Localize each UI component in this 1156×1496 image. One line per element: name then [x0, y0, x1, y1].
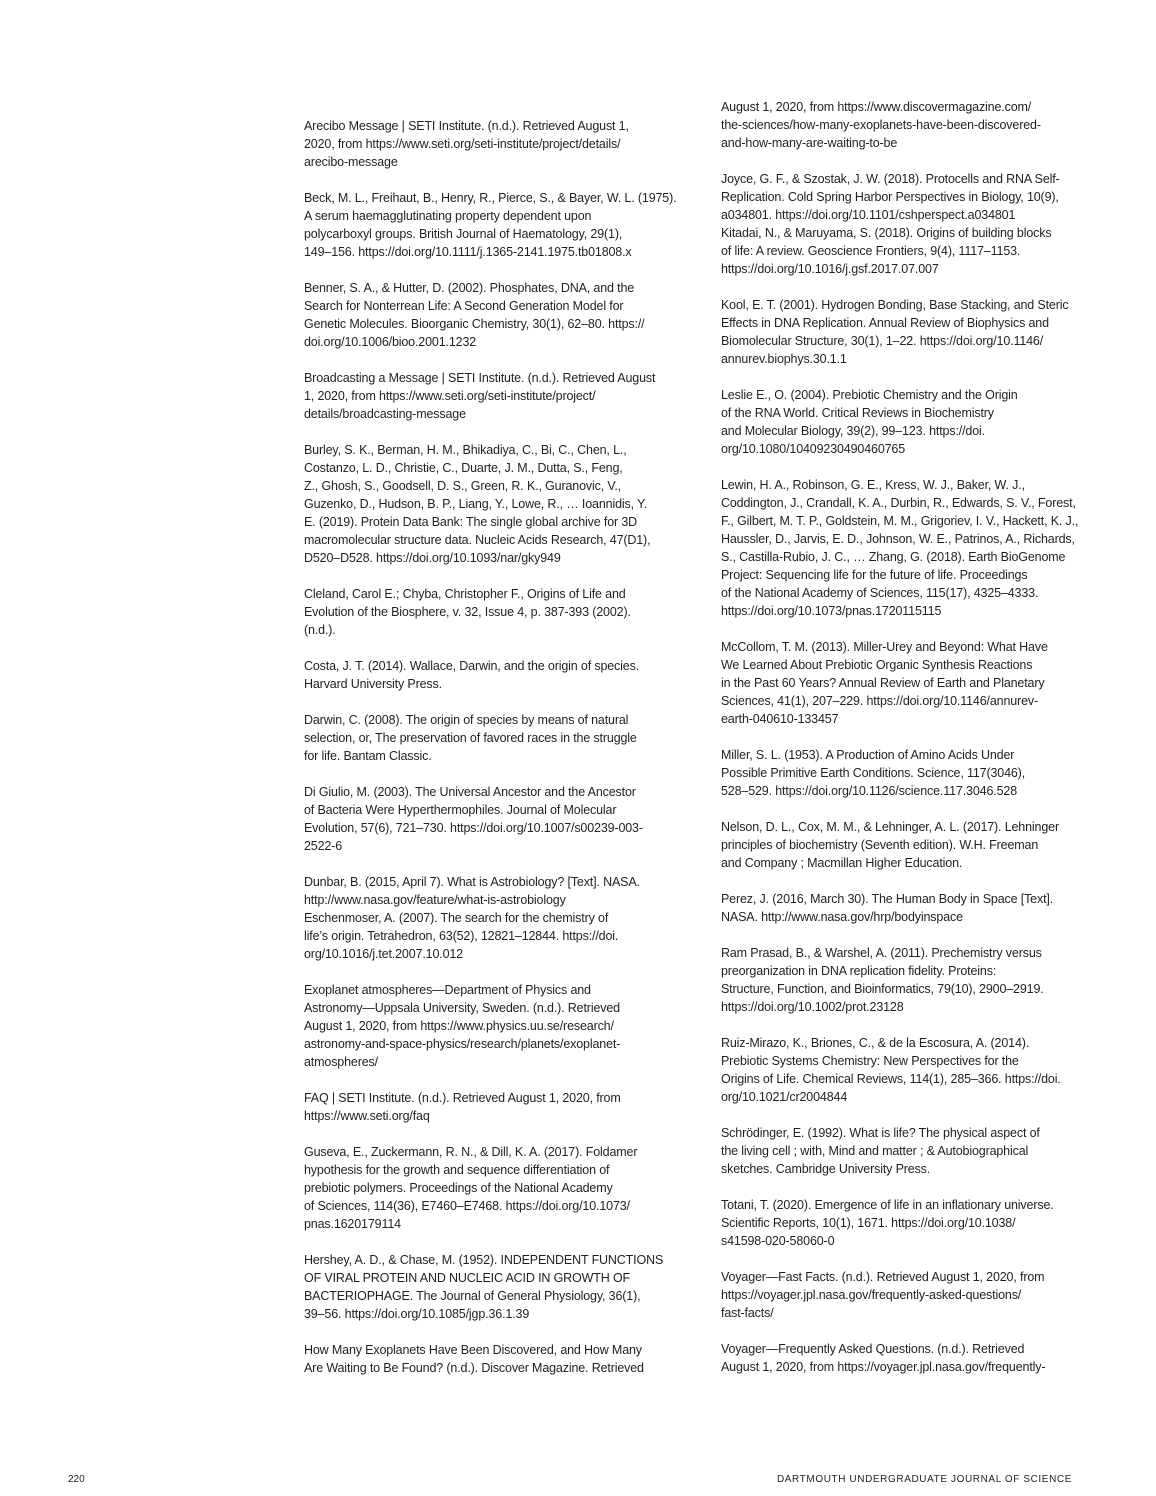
reference-line: Costa, J. T. (2014). Wallace, Darwin, and the origin of species.: [304, 659, 640, 673]
reference-entry: [304, 441, 676, 567]
reference-line: Guzenko, D., Hudson, B. P., Liang, Y., Lowe, R., … Ioannidis, Y.: [304, 497, 647, 511]
reference-entry: [721, 386, 1093, 458]
reference-line: Sciences, 41(1), 207–229. https://doi.org/10.1146/annurev-: [721, 694, 1038, 708]
reference-line: E. (2019). Protein Data Bank: The single global archive for 3D: [304, 515, 638, 529]
reference-line: Totani, T. (2020). Emergence of life in an inflationary universe.: [721, 1198, 1054, 1212]
reference-line: Astronomy—Uppsala University, Sweden. (n.d.). Retrieved: [304, 1001, 620, 1015]
reference-line: Arecibo Message | SETI Institute. (n.d.). Retrieved August 1,: [304, 119, 629, 133]
reference-entry: [304, 873, 676, 963]
reference-line: Broadcasting a Message | SETI Institute. (n.d.). Retrieved August: [304, 371, 656, 385]
reference-line: http://www.nasa.gov/feature/what-is-astrobiology: [304, 893, 566, 907]
reference-entry: [721, 1124, 1093, 1178]
reference-entry: [304, 279, 676, 351]
reference-line: macromolecular structure data. Nucleic Acids Research, 47(D1),: [304, 533, 651, 547]
reference-line: preorganization in DNA replication fidelity. Proteins:: [721, 964, 997, 978]
reference-line: doi.org/10.1006/bioo.2001.1232: [304, 335, 477, 349]
reference-line: Perez, J. (2016, March 30). The Human Body in Space [Text].: [721, 892, 1054, 906]
reference-line: s41598-020-58060-0: [721, 1234, 835, 1248]
reference-line: life’s origin. Tetrahedron, 63(52), 12821–12844. https://doi.: [304, 929, 619, 943]
reference-line: McCollom, T. M. (2013). Miller-Urey and Beyond: What Have: [721, 640, 1048, 654]
reference-entry: [304, 1089, 676, 1125]
reference-line: S., Castilla-Rubio, J. C., … Zhang, G. (2018). Earth BioGenome: [721, 550, 1066, 564]
reference-line: Hershey, A. D., & Chase, M. (1952). INDEPENDENT FUNCTIONS: [304, 1253, 664, 1267]
reference-line: 2020, from https://www.seti.org/seti-institute/project/details/: [304, 137, 621, 151]
reference-line: Are Waiting to Be Found? (n.d.). Discover Magazine. Retrieved: [304, 1361, 644, 1375]
reference-line: Effects in DNA Replication. Annual Review of Biophysics and: [721, 316, 1049, 330]
reference-entry: [721, 818, 1093, 872]
left-reference-column: [304, 117, 676, 1395]
reference-line: Joyce, G. F., & Szostak, J. W. (2018). Protocells and RNA Self-: [721, 172, 1060, 186]
reference-line: polycarboxyl groups. British Journal of Haematology, 29(1),: [304, 227, 623, 241]
reference-line: D520–D528. https://doi.org/10.1093/nar/gky949: [304, 551, 561, 565]
reference-entry: [304, 189, 676, 261]
reference-entry: [721, 1340, 1093, 1376]
reference-line: hypothesis for the growth and sequence differentiation of: [304, 1163, 610, 1177]
reference-line: 39–56. https://doi.org/10.1085/jgp.36.1.39: [304, 1307, 530, 1321]
reference-entry: [721, 296, 1093, 368]
reference-line: Prebiotic Systems Chemistry: New Perspectives for the: [721, 1054, 1019, 1068]
reference-entry: [721, 638, 1093, 728]
reference-line: principles of biochemistry (Seventh edition). W.H. Freeman: [721, 838, 1039, 852]
reference-line: earth-040610-133457: [721, 712, 839, 726]
reference-line: Dunbar, B. (2015, April 7). What is Astrobiology? [Text]. NASA.: [304, 875, 640, 889]
reference-line: annurev.biophys.30.1.1: [721, 352, 847, 366]
reference-line: Voyager—Frequently Asked Questions. (n.d.). Retrieved: [721, 1342, 1025, 1356]
reference-entry: [721, 944, 1093, 1016]
reference-entry: [721, 476, 1093, 620]
reference-line: of life: A review. Geoscience Frontiers, 9(4), 1117–1153.: [721, 244, 1021, 258]
reference-line: org/10.1016/j.tet.2007.10.012: [304, 947, 463, 961]
reference-line: https://voyager.jpl.nasa.gov/frequently-asked-questions/: [721, 1288, 1022, 1302]
reference-line: Origins of Life. Chemical Reviews, 114(1), 285–366. https://doi.: [721, 1072, 1061, 1086]
reference-line: August 1, 2020, from https://www.discovermagazine.com/: [721, 100, 1032, 114]
reference-line: Schrödinger, E. (1992). What is life? The physical aspect of: [721, 1126, 1040, 1140]
reference-line: Ram Prasad, B., & Warshel, A. (2011). Prechemistry versus: [721, 946, 1042, 960]
journal-name: DARTMOUTH UNDERGRADUATE JOURNAL OF SCIENCE: [776, 1474, 1072, 1485]
reference-entry: [721, 98, 1093, 152]
reference-entry: [721, 170, 1093, 278]
reference-line: fast-facts/: [721, 1306, 774, 1320]
reference-line: Leslie E., O. (2004). Prebiotic Chemistry and the Origin: [721, 388, 1018, 402]
reference-entry: [304, 981, 676, 1071]
reference-line: Search for Nonterrean Life: A Second Generation Model for: [304, 299, 624, 313]
reference-line: of the RNA World. Critical Reviews in Biochemistry: [721, 406, 994, 420]
reference-line: F., Gilbert, M. T. P., Goldstein, M. M., Grigoriev, I. V., Hackett, K. J.,: [721, 514, 1079, 528]
reference-line: Possible Primitive Earth Conditions. Science, 117(3046),: [721, 766, 1026, 780]
reference-entry: [304, 1143, 676, 1233]
reference-line: details/broadcasting-message: [304, 407, 466, 421]
reference-line: NASA. http://www.nasa.gov/hrp/bodyinspace: [721, 910, 963, 924]
reference-line: How Many Exoplanets Have Been Discovered, and How Many: [304, 1343, 642, 1357]
reference-line: We Learned About Prebiotic Organic Synthesis Reactions: [721, 658, 1033, 672]
reference-line: org/10.1021/cr2004844: [721, 1090, 848, 1104]
reference-line: and Company ; Macmillan Higher Education.: [721, 856, 963, 870]
reference-line: Exoplanet atmospheres—Department of Physics and: [304, 983, 591, 997]
reference-entry: [304, 369, 676, 423]
reference-line: Burley, S. K., Berman, H. M., Bhikadiya, C., Bi, C., Chen, L.,: [304, 443, 627, 457]
reference-line: A serum haemagglutinating property dependent upon: [304, 209, 592, 223]
reference-line: a034801. https://doi.org/10.1101/cshperspect.a034801: [721, 208, 1016, 222]
reference-line: the living cell ; with, Mind and matter ; & Autobiographical: [721, 1144, 1029, 1158]
reference-line: Costanzo, L. D., Christie, C., Duarte, J. M., Dutta, S., Feng,: [304, 461, 623, 475]
reference-line: of Bacteria Were Hyperthermophiles. Journal of Molecular: [304, 803, 617, 817]
reference-line: Scientific Reports, 10(1), 1671. https://doi.org/10.1038/: [721, 1216, 1016, 1230]
reference-entry: [304, 1341, 676, 1377]
reference-line: Nelson, D. L., Cox, M. M., & Lehninger, A. L. (2017). Lehninger: [721, 820, 1059, 834]
reference-line: Di Giulio, M. (2003). The Universal Ancestor and the Ancestor: [304, 785, 636, 799]
reference-line: FAQ | SETI Institute. (n.d.). Retrieved August 1, 2020, from: [304, 1091, 621, 1105]
reference-line: Ruiz-Mirazo, K., Briones, C., & de la Escosura, A. (2014).: [721, 1036, 1030, 1050]
reference-line: the-sciences/how-many-exoplanets-have-been-discovered-: [721, 118, 1041, 132]
reference-entry: [721, 1196, 1093, 1250]
reference-line: and-how-many-are-waiting-to-be: [721, 136, 898, 150]
reference-line: arecibo-message: [304, 155, 398, 169]
reference-line: Guseva, E., Zuckermann, R. N., & Dill, K. A. (2017). Foldamer: [304, 1145, 638, 1159]
reference-line: https://www.seti.org/faq: [304, 1109, 430, 1123]
reference-entry: [304, 585, 676, 639]
reference-line: Evolution of the Biosphere, v. 32, Issue 4, p. 387-393 (2002).: [304, 605, 631, 619]
reference-entry: [304, 657, 676, 693]
reference-line: 528–529. https://doi.org/10.1126/science.117.3046.528: [721, 784, 1017, 798]
reference-line: Z., Ghosh, S., Goodsell, D. S., Green, R. K., Guranovic, V.,: [304, 479, 622, 493]
reference-line: astronomy-and-space-physics/research/planets/exoplanet-: [304, 1037, 621, 1051]
reference-line: of Sciences, 114(36), E7460–E7468. https://doi.org/10.1073/: [304, 1199, 630, 1213]
reference-line: Project: Sequencing life for the future of life. Proceedings: [721, 568, 1028, 582]
reference-line: Lewin, H. A., Robinson, G. E., Kress, W. J., Baker, W. J.,: [721, 478, 1025, 492]
reference-line: August 1, 2020, from https://www.physics.uu.se/research/: [304, 1019, 614, 1033]
reference-line: Genetic Molecules. Bioorganic Chemistry, 30(1), 62–80. https://: [304, 317, 645, 331]
reference-line: 149–156. https://doi.org/10.1111/j.1365-2141.1975.tb01808.x: [304, 245, 632, 259]
reference-entry: [304, 711, 676, 765]
reference-line: Miller, S. L. (1953). A Production of Amino Acids Under: [721, 748, 1015, 762]
reference-line: https://doi.org/10.1073/pnas.1720115115: [721, 604, 942, 618]
reference-line: Beck, M. L., Freihaut, B., Henry, R., Pierce, S., & Bayer, W. L. (1975).: [304, 191, 677, 205]
reference-line: in the Past 60 Years? Annual Review of Earth and Planetary: [721, 676, 1045, 690]
reference-line: Biomolecular Structure, 30(1), 1–22. https://doi.org/10.1146/: [721, 334, 1044, 348]
reference-line: BACTERIOPHAGE. The Journal of General Physiology, 36(1),: [304, 1289, 641, 1303]
page-number: 220: [68, 1474, 85, 1485]
reference-entry: [721, 890, 1093, 926]
reference-line: OF VIRAL PROTEIN AND NUCLEIC ACID IN GROWTH OF: [304, 1271, 631, 1285]
reference-line: (n.d.).: [304, 623, 336, 637]
reference-line: Replication. Cold Spring Harbor Perspectives in Biology, 10(9),: [721, 190, 1059, 204]
reference-line: August 1, 2020, from https://voyager.jpl.nasa.gov/frequently-: [721, 1360, 1046, 1374]
reference-entry: [304, 117, 676, 171]
reference-line: Haussler, D., Jarvis, E. D., Johnson, W. E., Patrinos, A., Richards,: [721, 532, 1075, 546]
reference-line: Kitadai, N., & Maruyama, S. (2018). Origins of building blocks: [721, 226, 1052, 240]
reference-line: Darwin, C. (2008). The origin of species by means of natural: [304, 713, 629, 727]
reference-line: atmospheres/: [304, 1055, 378, 1069]
reference-line: prebiotic polymers. Proceedings of the National Academy: [304, 1181, 613, 1195]
reference-line: Benner, S. A., & Hutter, D. (2002). Phosphates, DNA, and the: [304, 281, 635, 295]
reference-entry: [721, 746, 1093, 800]
reference-line: Evolution, 57(6), 721–730. https://doi.org/10.1007/s00239-003-: [304, 821, 643, 835]
reference-line: sketches. Cambridge University Press.: [721, 1162, 931, 1176]
reference-line: Cleland, Carol E.; Chyba, Christopher F., Origins of Life and: [304, 587, 626, 601]
reference-line: and Molecular Biology, 39(2), 99–123. https://doi.: [721, 424, 985, 438]
right-reference-column: [721, 98, 1093, 1394]
reference-line: https://doi.org/10.1016/j.gsf.2017.07.007: [721, 262, 939, 276]
reference-line: org/10.1080/10409230490460765: [721, 442, 906, 456]
reference-entry: [304, 783, 676, 855]
reference-line: pnas.1620179114: [304, 1217, 401, 1231]
reference-line: Voyager—Fast Facts. (n.d.). Retrieved August 1, 2020, from: [721, 1270, 1045, 1284]
reference-line: selection, or, The preservation of favored races in the struggle: [304, 731, 637, 745]
reference-line: of the National Academy of Sciences, 115(17), 4325–4333.: [721, 586, 1039, 600]
reference-line: Structure, Function, and Bioinformatics, 79(10), 2900–2919.: [721, 982, 1044, 996]
reference-line: 2522-6: [304, 839, 343, 853]
reference-entry: [721, 1268, 1093, 1322]
reference-line: Eschenmoser, A. (2007). The search for the chemistry of: [304, 911, 609, 925]
reference-line: for life. Bantam Classic.: [304, 749, 432, 763]
reference-line: Kool, E. T. (2001). Hydrogen Bonding, Base Stacking, and Steric: [721, 298, 1069, 312]
reference-line: Coddington, J., Crandall, K. A., Durbin, R., Edwards, S. V., Forest,: [721, 496, 1076, 510]
reference-entry: [304, 1251, 676, 1323]
reference-entry: [721, 1034, 1093, 1106]
reference-line: Harvard University Press.: [304, 677, 442, 691]
reference-line: https://doi.org/10.1002/prot.23128: [721, 1000, 904, 1014]
reference-line: 1, 2020, from https://www.seti.org/seti-institute/project/: [304, 389, 596, 403]
